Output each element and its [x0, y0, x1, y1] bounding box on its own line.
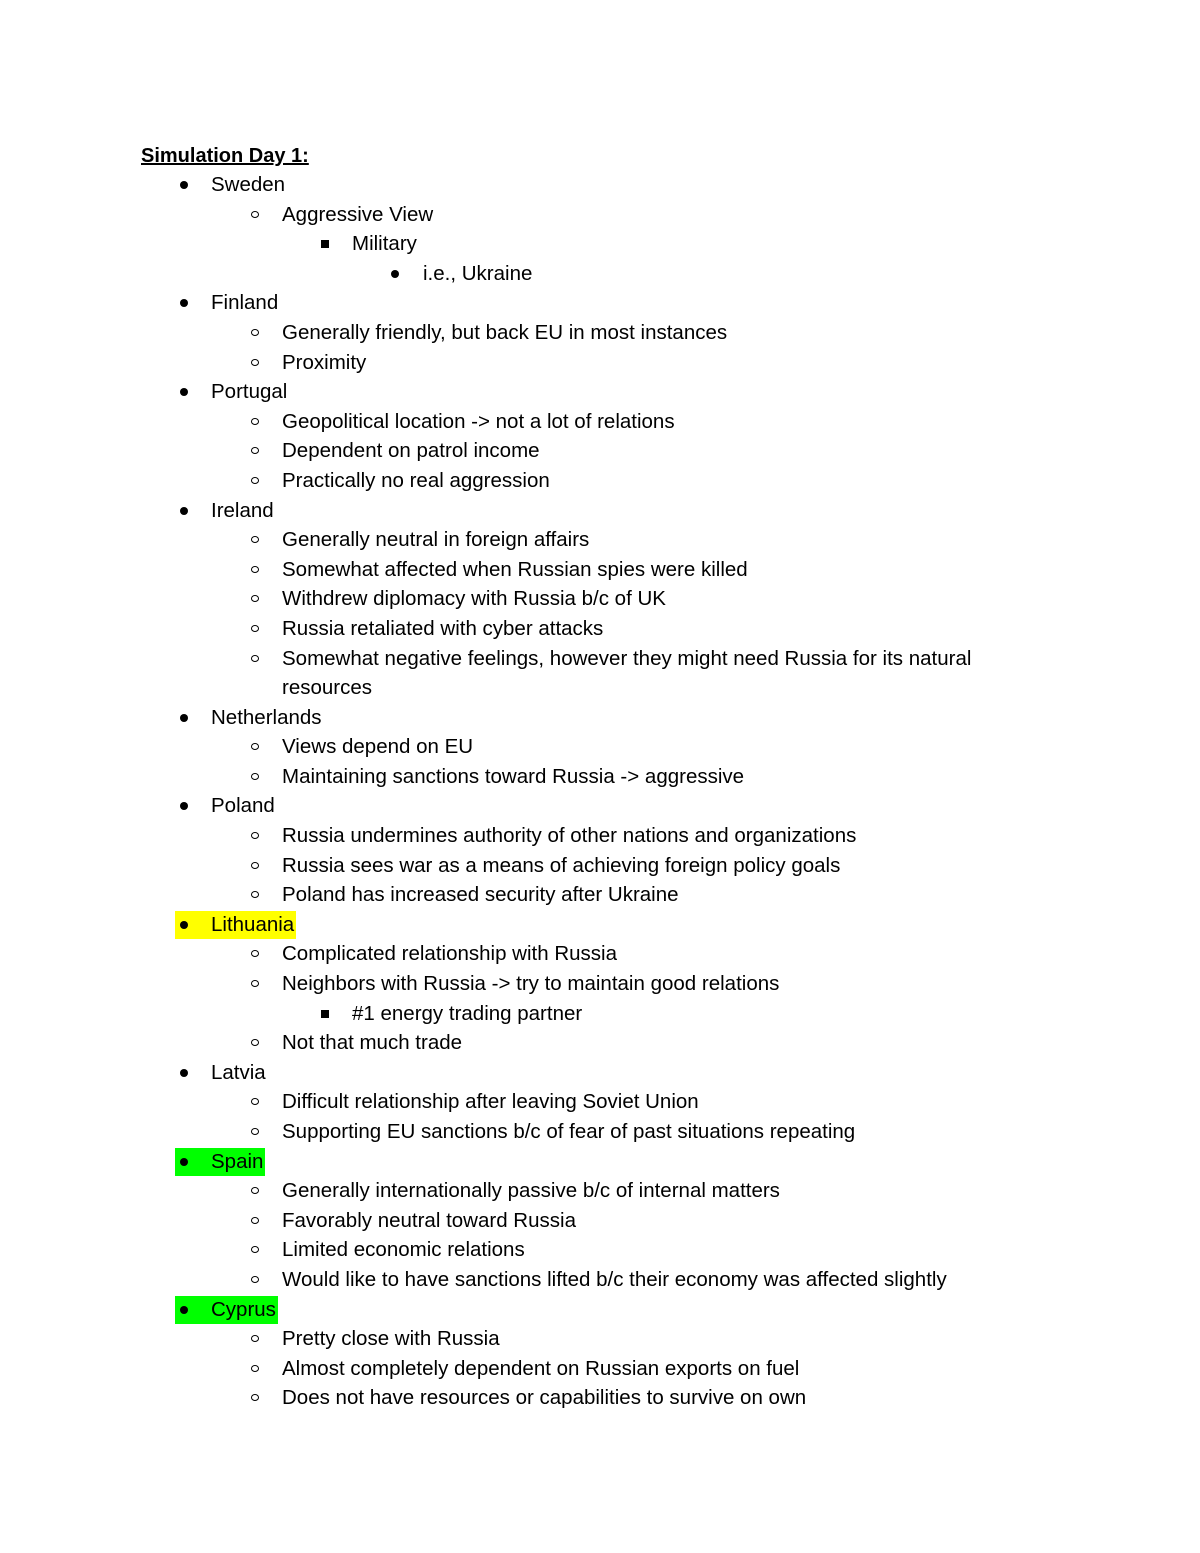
circle-bullet-icon	[248, 1354, 268, 1384]
circle-bullet-icon	[248, 318, 268, 348]
list-item-level-1	[0, 939, 1200, 969]
list-item-text: Somewhat affected when Russian spies were killed	[282, 557, 748, 581]
list-item-level-1	[0, 1117, 1200, 1147]
list-item-text: Does not have resources or capabilities to survive on own	[282, 1386, 807, 1410]
list-item-level-0	[0, 170, 1200, 200]
circle-bullet-icon	[248, 732, 268, 762]
list-item-text: #1 energy trading partner	[352, 1001, 583, 1025]
square-bullet-icon	[318, 999, 338, 1029]
list-item-level-1	[0, 614, 1200, 644]
circle-bullet-icon	[248, 555, 268, 585]
list-item-level-1	[0, 525, 1200, 555]
list-item-text: Cyprus	[211, 1297, 276, 1321]
list-item-level-1	[0, 555, 1200, 585]
list-item-text: resources	[282, 676, 373, 700]
list-item-text: Views depend on EU	[282, 735, 474, 759]
list-item-text: Ireland	[211, 498, 274, 522]
list-item-level-1	[0, 969, 1200, 999]
list-item-text: Military	[352, 232, 417, 256]
list-item-level-0	[0, 1295, 1200, 1325]
list-item-text: Russia sees war as a means of achieving foreign policy goals	[282, 853, 841, 877]
list-item-level-1	[0, 584, 1200, 614]
circle-bullet-icon	[248, 969, 268, 999]
list-item-level-1	[0, 407, 1200, 437]
circle-bullet-icon	[248, 525, 268, 555]
list-item-level-1	[0, 1383, 1200, 1413]
list-item-level-2	[0, 229, 1200, 259]
circle-bullet-icon	[248, 1265, 268, 1295]
circle-bullet-icon	[248, 1383, 268, 1413]
list-item-level-1	[0, 732, 1200, 762]
list-item-text: Generally internationally passive b/c of internal matters	[282, 1179, 780, 1203]
list-item-text: Poland has increased security after Ukraine	[282, 883, 679, 907]
circle-bullet-icon	[248, 880, 268, 910]
list-item-level-0	[0, 1058, 1200, 1088]
list-item-text: Geopolitical location -> not a lot of relations	[282, 409, 675, 433]
circle-bullet-icon	[248, 584, 268, 614]
circle-bullet-icon	[248, 939, 268, 969]
list-item-text: Pretty close with Russia	[282, 1327, 500, 1351]
list-item-level-1	[0, 1176, 1200, 1206]
circle-bullet-icon	[248, 407, 268, 437]
list-item-level-1	[0, 1354, 1200, 1384]
circle-bullet-icon	[248, 614, 268, 644]
list-item-text: Maintaining sanctions toward Russia -> aggressive	[282, 764, 745, 788]
list-item-text: Aggressive View	[282, 202, 434, 226]
list-item-text: i.e., Ukraine	[423, 261, 533, 285]
circle-bullet-icon	[248, 1206, 268, 1236]
list-item-text: Supporting EU sanctions b/c of fear of past situations repeating	[282, 1120, 856, 1143]
list-item-level-1	[0, 762, 1200, 792]
circle-bullet-icon	[248, 466, 268, 496]
list-item-level-1	[0, 200, 1200, 230]
list-item-text: Generally neutral in foreign affairs	[282, 528, 590, 552]
list-item-text: Somewhat negative feelings, however they might need Russia for its natural	[282, 646, 972, 670]
list-item-level-0	[0, 910, 1200, 940]
circle-bullet-icon	[248, 1176, 268, 1206]
list-item-text: Netherlands	[211, 705, 322, 729]
list-item-level-3	[0, 259, 1200, 289]
disc-bullet-icon	[177, 703, 197, 733]
document-title: Simulation Day 1:	[141, 145, 309, 167]
circle-bullet-icon	[248, 200, 268, 230]
disc-bullet-icon	[177, 377, 197, 407]
circle-bullet-icon	[248, 436, 268, 466]
circle-bullet-icon	[248, 348, 268, 378]
list-item-level-1	[0, 318, 1200, 348]
list-item-text: Russia undermines authority of other nations and organizations	[282, 824, 857, 848]
list-item-text: Proximity	[282, 350, 367, 374]
disc-bullet-icon	[177, 1058, 197, 1088]
list-item-text: Would like to have sanctions lifted b/c their economy was affected slightly	[282, 1267, 947, 1291]
list-item-text: Complicated relationship with Russia	[282, 942, 617, 966]
circle-bullet-icon	[248, 1117, 268, 1147]
list-item-text: Favorably neutral toward Russia	[282, 1208, 576, 1232]
list-item-level-1	[0, 880, 1200, 910]
circle-bullet-icon	[248, 1087, 268, 1117]
list-item-continuation	[0, 673, 1200, 703]
list-item-text: Practically no real aggression	[282, 468, 550, 492]
disc-bullet-icon	[177, 791, 197, 821]
list-item-level-1	[0, 466, 1200, 496]
list-item-level-1	[0, 1206, 1200, 1236]
disc-bullet-icon	[177, 170, 197, 200]
list-item-text: Difficult relationship after leaving Soviet Union	[282, 1090, 699, 1114]
list-item-level-1	[0, 1265, 1200, 1295]
list-item-level-1	[0, 851, 1200, 881]
list-item-text: Limited economic relations	[282, 1238, 525, 1262]
circle-bullet-icon	[248, 1235, 268, 1265]
list-item-text: Generally friendly, but back EU in most instances	[282, 320, 728, 344]
list-item-level-1	[0, 821, 1200, 851]
circle-bullet-icon	[248, 851, 268, 881]
list-item-level-0	[0, 496, 1200, 526]
disc-bullet-icon	[177, 910, 197, 940]
list-item-text: Sweden	[211, 173, 286, 196]
outline-list	[0, 170, 1200, 1413]
disc-bullet-icon	[177, 1147, 197, 1177]
list-item-level-1	[0, 436, 1200, 466]
list-item-level-0	[0, 377, 1200, 407]
circle-bullet-icon	[248, 1324, 268, 1354]
circle-bullet-icon	[248, 762, 268, 792]
list-item-level-1	[0, 1087, 1200, 1117]
list-item-text: Dependent on patrol income	[282, 439, 540, 463]
list-item-text: Almost completely dependent on Russian exports on fuel	[282, 1356, 800, 1380]
list-item-text: Not that much trade	[282, 1031, 463, 1055]
list-item-level-0	[0, 1147, 1200, 1177]
disc-bullet-icon	[177, 1295, 197, 1325]
list-item-level-1	[0, 1028, 1200, 1058]
list-item-text: Latvia	[211, 1060, 266, 1084]
list-item-text: Neighbors with Russia -> try to maintain good relations	[282, 972, 780, 996]
circle-bullet-icon	[248, 1028, 268, 1058]
circle-bullet-icon	[248, 644, 268, 674]
circle-bullet-icon	[248, 821, 268, 851]
list-item-level-0	[0, 791, 1200, 821]
list-item-text: Withdrew diplomacy with Russia b/c of UK	[282, 587, 666, 611]
list-item-level-0	[0, 288, 1200, 318]
list-item-level-1	[0, 348, 1200, 378]
list-item-text: Spain	[211, 1149, 264, 1173]
list-item-text: Lithuania	[211, 912, 295, 936]
list-item-level-2	[0, 999, 1200, 1029]
list-item-level-1	[0, 1235, 1200, 1265]
disc-bullet-icon	[177, 288, 197, 318]
list-item-level-1	[0, 644, 1200, 674]
list-item-text: Russia retaliated with cyber attacks	[282, 616, 604, 640]
disc-bullet-icon	[388, 259, 408, 289]
disc-bullet-icon	[177, 496, 197, 526]
list-item-text: Finland	[211, 291, 279, 315]
list-item-text: Poland	[211, 794, 275, 818]
list-item-text: Portugal	[211, 380, 288, 404]
list-item-level-0	[0, 703, 1200, 733]
list-item-level-1	[0, 1324, 1200, 1354]
square-bullet-icon	[318, 229, 338, 259]
